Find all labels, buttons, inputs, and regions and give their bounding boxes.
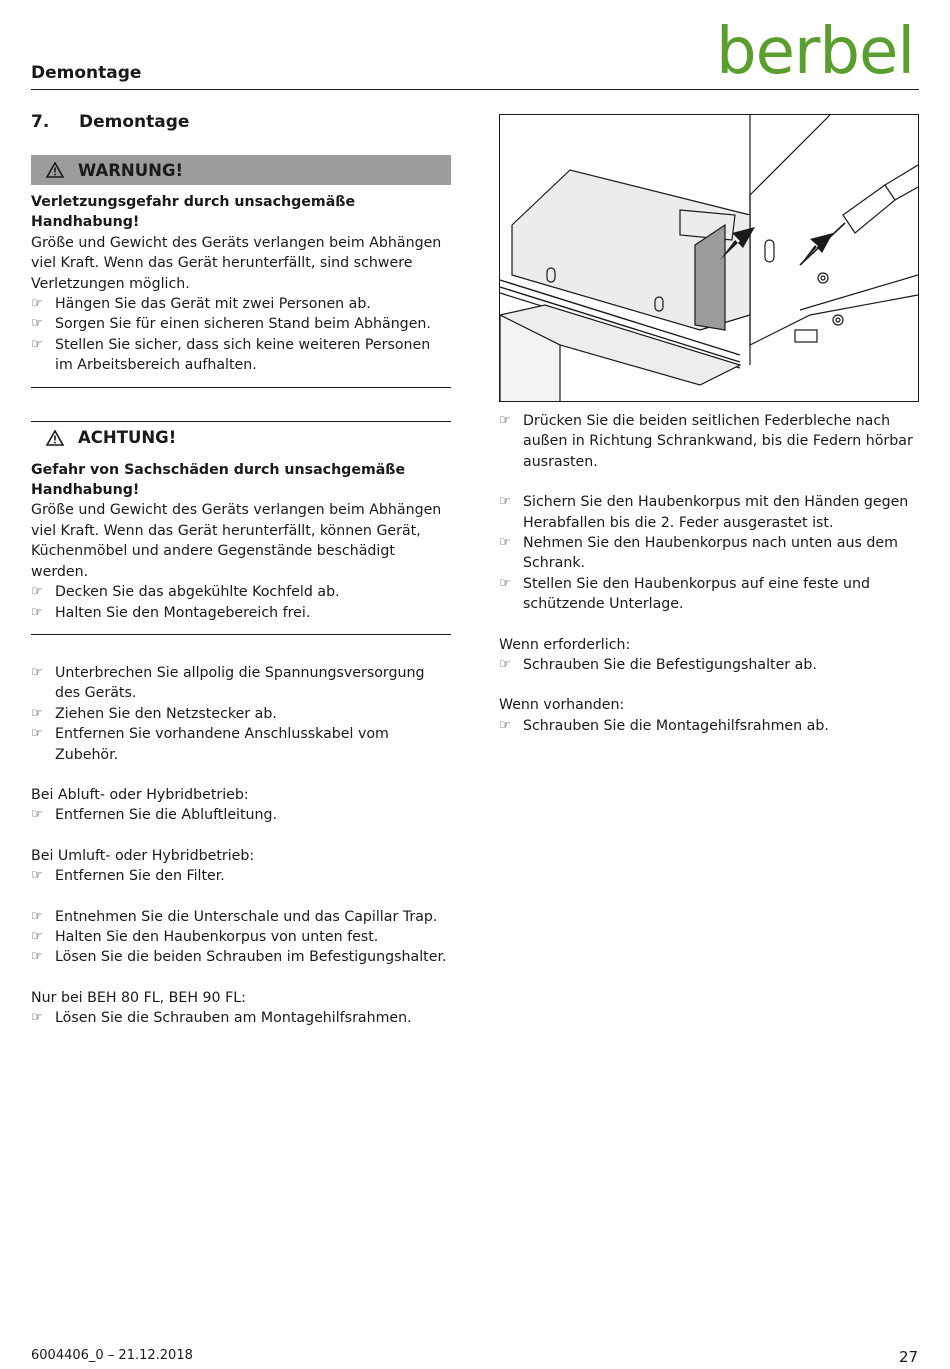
beh-label: Nur bei BEH 80 FL, BEH 90 FL: <box>31 989 246 1006</box>
pointing-hand-icon: ☞ <box>31 584 43 600</box>
list-item: ☞ Sorgen Sie für einen sicheren Stand beim Abhängen. <box>31 314 451 334</box>
header-divider <box>31 89 919 90</box>
list-item: ☞ Sichern Sie den Haubenkorpus mit den Händen gegen Herabfallen bis die 2. Feder ausgerastet ist. <box>499 494 909 531</box>
warning-headline: Verletzungsgefahr durch unsachgemäße Handhabung! <box>31 194 356 231</box>
section-title: Demontage <box>79 112 190 132</box>
abluft-label: Bei Abluft- oder Hybridbetrieb: <box>31 786 249 803</box>
pointing-hand-icon: ☞ <box>31 868 43 884</box>
list-item: ☞ Entfernen Sie den Filter. <box>31 866 451 886</box>
pointing-hand-icon: ☞ <box>499 494 511 510</box>
list-item: ☞ Lösen Sie die beiden Schrauben im Befestigungshalter. <box>31 947 451 967</box>
list-item: ☞ Hängen Sie das Gerät mit zwei Personen ab. <box>31 294 451 314</box>
list-item: ☞ Unterbrechen Sie allpolig die Spannungsversorgung des Geräts. <box>31 664 425 702</box>
list-item: ☞ Drücken Sie die beiden seitlichen Federbleche nach außen in Richtung Schrankwand, bis die Federn hörbar ausrasten. <box>499 413 913 470</box>
section-number: 7. <box>31 112 50 132</box>
caution-text: Größe und Gewicht des Geräts verlangen beim Abhängen viel Kraft. Wenn das Gerät herunterfällt, können Gerät, Küchenmöbel und andere Gegenstände beschädigt werden. <box>31 502 442 580</box>
list-item: ☞ Stellen Sie den Haubenkorpus auf eine feste und schützende Unterlage. <box>499 575 871 613</box>
caution-bar <box>31 421 451 454</box>
document-id: 6004406_0 – 21.12.2018 <box>31 1348 193 1363</box>
caution-label: ACHTUNG! <box>78 428 177 448</box>
warning-bar <box>31 155 451 185</box>
required-label: Wenn erforderlich: <box>499 636 631 653</box>
pointing-hand-icon: ☞ <box>31 928 43 944</box>
list-item: ☞ Stellen Sie sicher, dass sich keine weiteren Personen im Arbeitsbereich aufhalten. <box>31 336 431 374</box>
pointing-hand-icon: ☞ <box>31 726 43 742</box>
pointing-hand-icon: ☞ <box>31 908 43 924</box>
list-item: ☞ Decken Sie das abgekühlte Kochfeld ab. <box>31 582 451 602</box>
present-label: Wenn vorhanden: <box>499 697 625 714</box>
caution-headline: Gefahr von Sachschäden durch unsachgemäße Handhabung! <box>31 461 406 499</box>
disassembly-illustration <box>499 114 919 402</box>
pointing-hand-icon: ☞ <box>499 413 511 428</box>
list-item: ☞ Schrauben Sie die Montagehilfsrahmen ab. <box>499 716 919 736</box>
section-heading <box>31 112 189 132</box>
list-item: ☞ Entnehmen Sie die Unterschale und das Capillar Trap. <box>31 907 451 927</box>
berbel-logo: berbel <box>716 15 915 89</box>
pointing-hand-icon: ☞ <box>31 604 43 620</box>
pointing-hand-icon: ☞ <box>31 949 43 965</box>
pointing-hand-icon: ☞ <box>31 705 43 721</box>
list-item: ☞ Ziehen Sie den Netzstecker ab. <box>31 704 451 724</box>
pointing-hand-icon: ☞ <box>31 316 43 332</box>
pointing-hand-icon: ☞ <box>31 807 43 823</box>
list-item: ☞ Entfernen Sie vorhandene Anschlusskabel vom Zubehör. <box>31 726 389 763</box>
warning-text: Größe und Gewicht des Geräts verlangen beim Abhängen viel Kraft. Wenn das Gerät herunterfällt, sind schwere Verletzungen möglich. <box>31 234 442 292</box>
page-number: 27 <box>899 1348 919 1366</box>
umluft-label: Bei Umluft- oder Hybridbetrieb: <box>31 847 255 864</box>
pointing-hand-icon: ☞ <box>499 717 511 733</box>
pointing-hand-icon: ☞ <box>499 535 511 551</box>
warning-triangle-icon <box>46 430 64 446</box>
left-column <box>31 155 451 1029</box>
pointing-hand-icon: ☞ <box>31 664 43 680</box>
warning-triangle-icon <box>46 162 64 178</box>
list-item: ☞ Halten Sie den Montagebereich frei. <box>31 603 451 623</box>
list-item: ☞ Halten Sie den Haubenkorpus von unten fest. <box>31 927 451 947</box>
list-item: ☞ Nehmen Sie den Haubenkorpus nach unten aus dem Schrank. <box>499 535 898 572</box>
list-item: ☞ Lösen Sie die Schrauben am Montagehilfsrahmen. <box>31 1008 451 1028</box>
pointing-hand-icon: ☞ <box>31 1010 43 1026</box>
list-item: ☞ Schrauben Sie die Befestigungshalter ab. <box>499 655 919 675</box>
running-header: Demontage <box>31 63 142 83</box>
right-column <box>499 411 919 736</box>
pointing-hand-icon: ☞ <box>499 575 511 591</box>
warning-label: WARNUNG! <box>78 160 184 180</box>
pointing-hand-icon: ☞ <box>499 657 511 673</box>
hood-spring-release-drawing <box>500 115 918 401</box>
list-item: ☞ Entfernen Sie die Abluftleitung. <box>31 805 451 825</box>
pointing-hand-icon: ☞ <box>31 296 43 312</box>
pointing-hand-icon: ☞ <box>31 336 43 352</box>
